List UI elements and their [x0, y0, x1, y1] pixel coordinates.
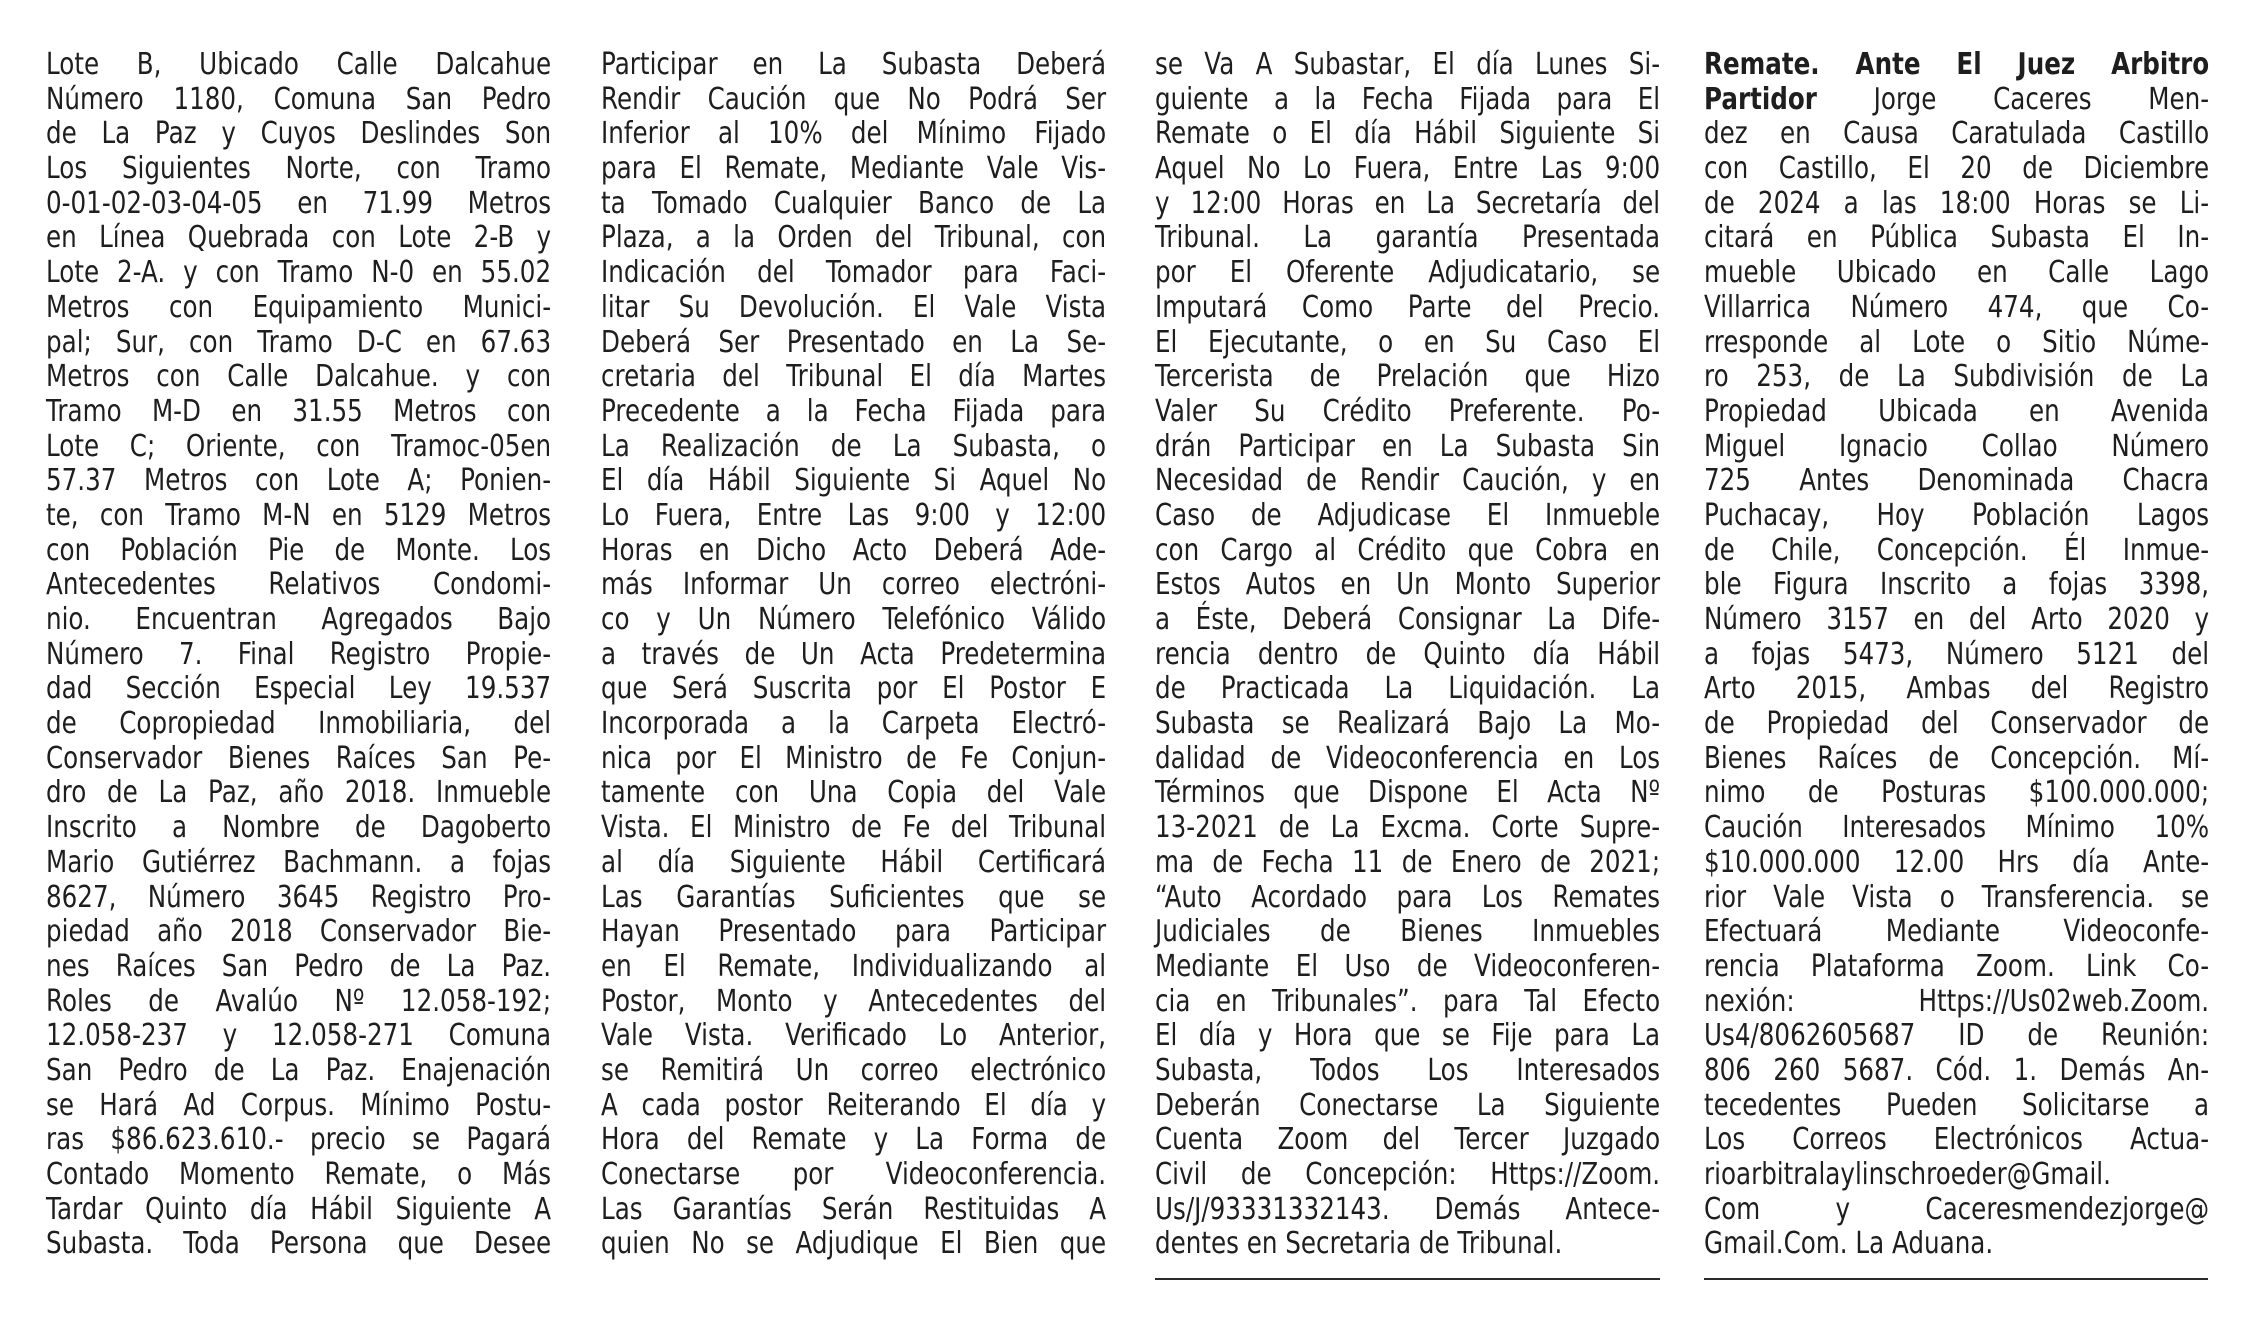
text-line: Roles de Avalúo Nº 12.058-192; — [46, 983, 552, 1019]
text-line: Las Garantías Suficientes que se — [601, 879, 1107, 915]
text-line: mueble Ubicado en Calle Lago — [1704, 255, 2210, 291]
text-line: Metros con Calle Dalcahue. y con — [46, 359, 552, 395]
text-line: Hora del Remate y La Forma de — [601, 1122, 1107, 1158]
text-line: de 2024 a las 18:00 Horas se Li- — [1704, 185, 2210, 221]
text-line: litar Su Devolución. El Vale Vista — [601, 289, 1107, 325]
text-line: Tardar Quinto día Hábil Siguiente A — [46, 1191, 552, 1227]
text-line: Conectarse por Videoconferencia. — [601, 1157, 1107, 1192]
text-line: Tercerista de Prelación que Hizo — [1155, 359, 1661, 395]
text-line: Incorporada a la Carpeta Electró- — [601, 706, 1107, 742]
text-line: Subasta. Toda Persona que Desee — [46, 1226, 552, 1262]
text-line: ta Tomado Cualquier Banco de La — [601, 185, 1107, 221]
text-line: y 12:00 Horas en La Secretaría del — [1155, 185, 1661, 221]
text-line: Inferior al 10% del Mínimo Fijado — [601, 116, 1107, 152]
text-line: $10.000.000 12.00 Hrs día Ante- — [1704, 844, 2210, 880]
text-line: Gmail.Com. La Aduana. — [1704, 1226, 1994, 1262]
notice-heading: Remate. Ante El Juez Arbitro — [1704, 47, 2210, 82]
text-line: 57.37 Metros con Lote A; Ponien- — [46, 463, 552, 499]
text-line: San Pedro de La Paz. Enajenación — [46, 1052, 552, 1088]
text-line: en Línea Quebrada con Lote 2-B y — [46, 220, 552, 256]
text-line: citará en Pública Subasta El In- — [1704, 220, 2210, 256]
notice-column-3 — [1155, 48, 1660, 1262]
text-line: Los Siguientes Norte, con Tramo — [46, 151, 552, 187]
text-line: Términos que Dispone El Acta Nº — [1155, 775, 1661, 811]
text-line: Hayan Presentado para Participar — [601, 914, 1107, 950]
text-line: 12.058-237 y 12.058-271 Comuna — [46, 1018, 552, 1054]
text-line: El día y Hora que se Fije para La — [1155, 1018, 1661, 1054]
text-line: 13-2021 de La Excma. Corte Supre- — [1155, 810, 1661, 846]
text-line: Mario Gutiérrez Bachmann. a fojas — [46, 844, 552, 880]
text-line: Vista. El Ministro de Fe del Tribunal — [601, 810, 1107, 846]
text-line: para El Remate, Mediante Vale Vis- — [601, 151, 1107, 187]
text-line: a Éste, Deberá Consignar La Dife- — [1155, 602, 1661, 637]
text-line: Us4/8062605687 ID de Reunión: — [1704, 1018, 2210, 1054]
text-line: Tribunal. La garantía Presentada — [1155, 220, 1661, 256]
text-line: Civil de Concepción: Https://Zoom. — [1155, 1157, 1661, 1192]
text-line: Número 1180, Comuna San Pedro — [46, 81, 552, 117]
text-line: nimo de Posturas $100.000.000; — [1704, 775, 2210, 811]
text-line: dad Sección Especial Ley 19.537 — [46, 671, 552, 707]
text-line: Postor, Monto y Antecedentes del — [601, 983, 1107, 1019]
text-line: de Chile, Concepción. Él Inmue- — [1704, 532, 2210, 568]
text-line: El día Hábil Siguiente Si Aquel No — [601, 463, 1107, 499]
text-line: Subasta, Todos Los Interesados — [1155, 1052, 1661, 1088]
text-line: Judiciales de Bienes Inmuebles — [1155, 914, 1661, 950]
text-line: Arto 2015, Ambas del Registro — [1704, 671, 2210, 707]
text-line: Indicación del Tomador para Faci- — [601, 255, 1107, 291]
text-line: nexión: Https://Us02web.Zoom. — [1704, 983, 2210, 1019]
text-line: 725 Antes Denominada Chacra — [1704, 463, 2210, 499]
text-line: Valer Su Crédito Preferente. Po- — [1155, 393, 1661, 429]
text-line: Mediante El Uso de Videoconferen- — [1155, 948, 1661, 984]
notice-heading-continued — [1704, 83, 2209, 118]
text-line: dentes en Secretaria de Tribunal. — [1155, 1226, 1563, 1262]
text-line: Contado Momento Remate, o Más — [46, 1157, 552, 1192]
notice-column-2 — [601, 48, 1106, 1262]
text-line: rior Vale Vista o Transferencia. se — [1704, 879, 2210, 915]
text-line: Com y Caceresmendezjorge@ — [1704, 1191, 2210, 1227]
text-line: nica por El Ministro de Fe Conjun- — [601, 740, 1107, 776]
text-line: drán Participar en La Subasta Sin — [1155, 428, 1661, 464]
text-line: Caución Interesados Mínimo 10% — [1704, 810, 2210, 846]
text-line: Lote B, Ubicado Calle Dalcahue — [46, 47, 552, 82]
text-line: ble Figura Inscrito a fojas 3398, — [1704, 567, 2210, 603]
text-line: ro 253, de La Subdivisión de La — [1704, 359, 2210, 395]
text-line: con Cargo al Crédito que Cobra en — [1155, 532, 1661, 568]
text-line: de Propiedad del Conservador de — [1704, 706, 2210, 742]
text-line: Bienes Raíces de Concepción. Mí- — [1704, 740, 2210, 776]
text-line: Las Garantías Serán Restituidas A — [601, 1191, 1107, 1227]
text-line: más Informar Un correo electróni- — [601, 567, 1107, 603]
text-line: Villarrica Número 474, que Co- — [1704, 289, 2210, 325]
text-line: pal; Sur, con Tramo D-C en 67.63 — [46, 324, 552, 360]
text-line: Rendir Caución que No Podrá Ser — [601, 81, 1107, 117]
text-line: cretaria del Tribunal El día Martes — [601, 359, 1107, 395]
text-line: Miguel Ignacio Collao Número — [1704, 428, 2210, 464]
text-line: a fojas 5473, Número 5121 del — [1704, 636, 2210, 672]
text-line: Us/J/93331332143. Demás Antece- — [1155, 1191, 1661, 1227]
text-line: Conservador Bienes Raíces San Pe- — [46, 740, 552, 776]
text-line: Subasta se Realizará Bajo La Mo- — [1155, 706, 1661, 742]
text-line: nes Raíces San Pedro de La Paz. — [46, 948, 552, 984]
text-line: Precedente a la Fecha Fijada para — [601, 393, 1107, 429]
text-line: de Practicada La Liquidación. La — [1155, 671, 1661, 707]
text-line: Cuenta Zoom del Tercer Juzgado — [1155, 1122, 1661, 1158]
text-line: Remate o El día Hábil Siguiente Si — [1155, 116, 1661, 152]
text-line: Aquel No Lo Fuera, Entre Las 9:00 — [1155, 151, 1661, 187]
notice-column-1 — [46, 48, 551, 1262]
text-line: de Copropiedad Inmobiliaria, del — [46, 706, 552, 742]
notice-text: Jorge Caceres Men- — [1873, 81, 2210, 117]
text-line: “Auto Acordado para Los Remates — [1155, 879, 1661, 915]
text-line: se Remitirá Un correo electrónico — [601, 1052, 1107, 1088]
text-line: por El Oferente Adjudicatario, se — [1155, 255, 1661, 291]
text-line: Imputará Como Parte del Precio. — [1155, 289, 1661, 325]
text-line: al día Siguiente Hábil Certificará — [601, 844, 1107, 880]
text-line: Efectuará Mediante Videoconfe- — [1704, 914, 2210, 950]
text-line: se Hará Ad Corpus. Mínimo Postu- — [46, 1087, 552, 1123]
text-line: Antecedentes Relativos Condomi- — [46, 567, 552, 603]
text-line: de La Paz y Cuyos Deslindes Son — [46, 116, 552, 152]
text-line: rioarbitralaylinschroeder@Gmail. — [1704, 1157, 2111, 1192]
column-end-divider — [1155, 1278, 1660, 1280]
text-line: co y Un Número Telefónico Válido — [601, 602, 1107, 637]
text-line: Horas en Dicho Acto Deberá Ade- — [601, 532, 1107, 568]
text-line: dez en Causa Caratulada Castillo — [1704, 116, 2210, 152]
text-line: Lo Fuera, Entre Las 9:00 y 12:00 — [601, 497, 1107, 533]
text-line: rencia Plataforma Zoom. Link Co- — [1704, 948, 2210, 984]
text-line: cia en Tribunales”. para Tal Efecto — [1155, 983, 1661, 1019]
text-line: Inscrito a Nombre de Dagoberto — [46, 810, 552, 846]
text-line: Vale Vista. Verificado Lo Anterior, — [601, 1018, 1107, 1054]
text-line: Caso de Adjudicase El Inmueble — [1155, 497, 1661, 533]
text-line: A cada postor Reiterando El día y — [601, 1087, 1107, 1123]
text-line: Plaza, a la Orden del Tribunal, con — [601, 220, 1107, 256]
text-line: Número 7. Final Registro Propie- — [46, 636, 552, 672]
text-line: El Ejecutante, o en Su Caso El — [1155, 324, 1661, 360]
text-line: con Población Pie de Monte. Los — [46, 532, 552, 568]
text-line: ma de Fecha 11 de Enero de 2021; — [1155, 844, 1661, 880]
text-line: dro de La Paz, año 2018. Inmueble — [46, 775, 552, 811]
text-line: Los Correos Electrónicos Actua- — [1704, 1122, 2210, 1158]
text-line: Metros con Equipamiento Munici- — [46, 289, 552, 325]
text-line: piedad año 2018 Conservador Bie- — [46, 914, 552, 950]
text-line: que Será Suscrita por El Postor E — [601, 671, 1107, 707]
text-line: nio. Encuentran Agregados Bajo — [46, 602, 552, 637]
notice-heading-bold: Partidor — [1704, 81, 1817, 117]
text-line: rencia dentro de Quinto día Hábil — [1155, 636, 1661, 672]
text-line: Lote C; Oriente, con Tramoc-05en — [46, 428, 552, 464]
notice-column-4 — [1704, 48, 2209, 1262]
text-line: Tramo M-D en 31.55 Metros con — [46, 393, 552, 429]
text-line: Puchacay, Hoy Población Lagos — [1704, 497, 2210, 533]
text-line: La Realización de La Subasta, o — [601, 428, 1107, 464]
text-line: 8627, Número 3645 Registro Pro- — [46, 879, 552, 915]
text-line: 806 260 5687. Cód. 1. Demás An- — [1704, 1052, 2210, 1088]
text-line: dalidad de Videoconferencia en Los — [1155, 740, 1661, 776]
text-line: Deberán Conectarse La Siguiente — [1155, 1087, 1661, 1123]
column-end-divider — [1704, 1278, 2208, 1280]
text-line: Número 3157 en del Arto 2020 y — [1704, 602, 2210, 637]
text-line: te, con Tramo M-N en 5129 Metros — [46, 497, 552, 533]
text-line: tecedentes Pueden Solicitarse a — [1704, 1087, 2210, 1123]
text-line: en El Remate, Individualizando al — [601, 948, 1107, 984]
text-line: se Va A Subastar, El día Lunes Si- — [1155, 47, 1661, 82]
text-line: Lote 2-A. y con Tramo N-0 en 55.02 — [46, 255, 552, 291]
text-line: guiente a la Fecha Fijada para El — [1155, 81, 1661, 117]
text-line: quien No se Adjudique El Bien que — [601, 1226, 1107, 1262]
text-line: tamente con Una Copia del Vale — [601, 775, 1107, 811]
text-line: ras $86.623.610.- precio se Pagará — [46, 1122, 552, 1158]
text-line: 0-01-02-03-04-05 en 71.99 Metros — [46, 185, 552, 221]
text-line: rresponde al Lote o Sitio Núme- — [1704, 324, 2210, 360]
text-line: Necesidad de Rendir Caución, y en — [1155, 463, 1661, 499]
text-line: Participar en La Subasta Deberá — [601, 47, 1107, 82]
text-line: Propiedad Ubicada en Avenida — [1704, 393, 2210, 429]
text-line: Estos Autos en Un Monto Superior — [1155, 567, 1661, 603]
text-line: Deberá Ser Presentado en La Se- — [601, 324, 1107, 360]
text-line: a través de Un Acta Predetermina — [601, 636, 1107, 672]
text-line: con Castillo, El 20 de Diciembre — [1704, 151, 2210, 187]
